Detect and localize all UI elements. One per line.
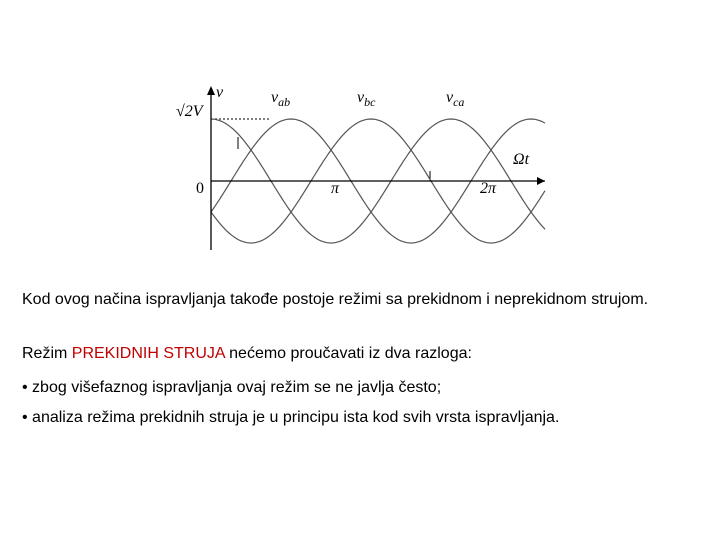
vab-label [271,89,290,109]
mode-text-after: nećemo proučavati iz dva razloga: [224,345,472,362]
v-axis-label: v [216,84,224,101]
omega-t-label: Ωt [513,151,530,168]
bullet-item-1: • zbog višefaznog ispravljanja ovaj režim se ne javlja često; [22,379,442,396]
paragraph-mode [22,343,702,365]
vbc-label-sub: bc [364,95,376,109]
amplitude-label: √2V [176,103,203,120]
vca-label-base: v [446,89,454,106]
bullet-item-2: • analiza režima prekidnih struja je u principu ista kod svih vrsta ispravljanja. [22,409,560,426]
mode-highlight: PREKIDNIH STRUJA [71,345,225,362]
vbc-label-base: v [357,89,365,106]
vab-label-base: v [271,89,279,106]
two-pi-label: 2π [480,180,497,197]
pi-label: π [331,180,340,197]
x-axis-arrow [537,177,545,185]
vca-label-sub: ca [453,95,465,109]
origin-label: 0 [196,180,204,197]
vca-label [446,89,464,109]
vbc-label [357,89,376,109]
y-axis-arrow [207,86,215,95]
paragraph-intro: Kod ovog načina ispravljanja takođe postoje režimi sa prekidnom i neprekidnom strujom. [22,291,649,308]
vab-label-sub: ab [278,95,291,109]
mode-text-before: Režim [22,345,72,362]
